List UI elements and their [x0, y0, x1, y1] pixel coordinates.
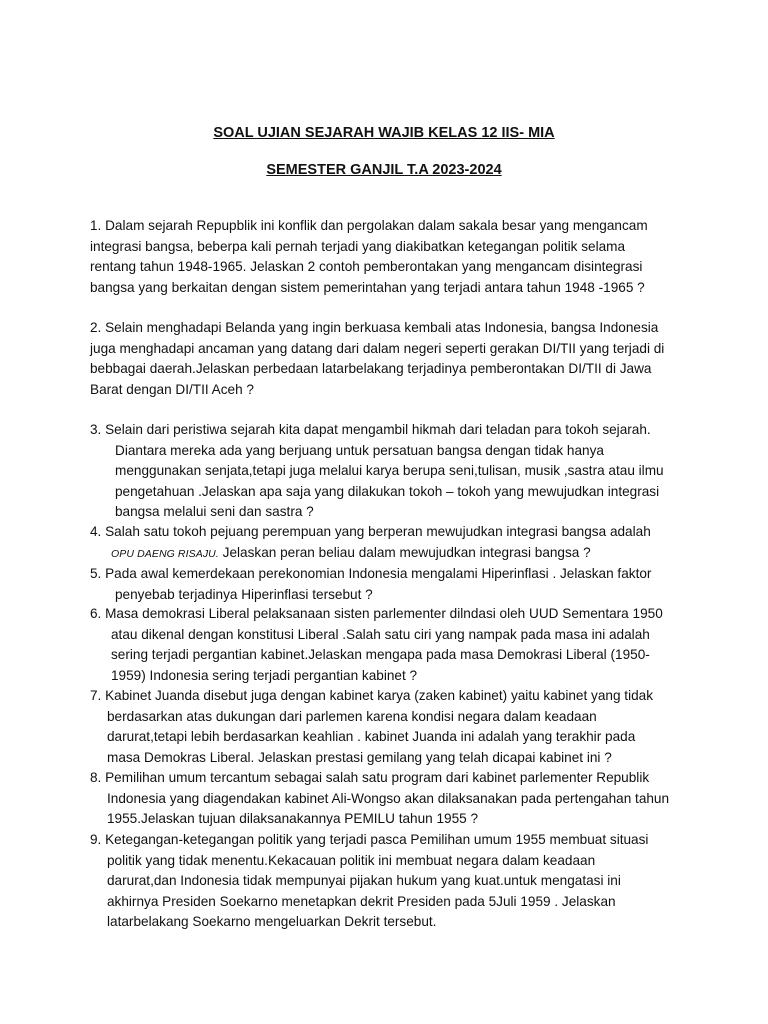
question-line: menggunakan senjata,tetapi juga melalui karya berupa seni,tulisan, musik ,sastra atau ilmu [115, 463, 664, 479]
question-line: Indonesia yang diagendakan kabinet Ali-Wongso akan dilaksanakan pada pertengahan tahun [107, 790, 670, 806]
question-line: 2. Selain menghadapi Belanda yang ingin berkuasa kembali atas Indonesia, bangsa Indonesia [90, 320, 659, 335]
question-line: integrasi bangsa, beberpa kali pernah terjadi yang diakibatkan ketegangan politik selama [90, 238, 626, 254]
question-line: 5. Pada awal kemerdekaan perekonomian Indonesia mengalami Hiperinflasi . Jelaskan faktor [90, 566, 652, 581]
question-line: 6. Masa demokrasi Liberal pelaksanaan sisten parlementer dilndasi oleh UUD Sementara 1950 [90, 606, 663, 621]
question-line: darurat,dan Indonesia tidak mempunyai pijakan hukum yang kuat.untuk mengatasi ini [107, 873, 621, 889]
question-line: latarbelakang Soekarno mengeluarkan Dekrit tersebut. [107, 914, 437, 930]
question-line: berdasarkan atas dukungan dari parlemen karena kondisi negara dalam keadaan [107, 708, 597, 724]
question-line [90, 543, 651, 565]
question-line: juga menghadapi ancaman yang datang dari dalam negeri seperti gerakan DI/TII yang terjadi di [90, 340, 665, 356]
question-line: 8. Pemilihan umum tercantum sebagai salah satu program dari kabinet parlementer Republik [90, 770, 650, 785]
question-6 [90, 604, 663, 686]
question-line: masa Demokras Liberal. Jelaskan prestasi gemilang yang telah dicapai kabinet ini ? [107, 749, 612, 765]
question-line: 1955.Jelaskan tujuan dilaksanakannya PEMILU tahun 1955 ? [107, 811, 479, 827]
question-line: 1. Dalam sejarah Repupblik ini konflik dan pergolakan dalam sakala besar yang mengancam [90, 218, 648, 233]
question-line: Diantara mereka ada yang berjuang untuk persatuan bangsa dengan tidak hanya [115, 442, 604, 458]
question-line: 1959) Indonesia sering terjadi pergantian kabinet ? [111, 667, 418, 683]
question-9 [90, 830, 648, 933]
question-line: darurat,tetapi lebih berdasarkan keahlian . kabinet Juanda ini adalah yang terakhir pada [107, 729, 636, 745]
question-line: politik yang tidak menentu.Kekacauan politik ini membuat negara dalam keadaan [107, 852, 596, 868]
question-line: 4. Salah satu tokoh pejuang perempuan yang berperan mewujudkan integrasi bangsa adalah [90, 524, 651, 539]
question-line: rentang tahun 1948-1965. Jelaskan 2 contoh pemberontakan yang mengancam disintegrasi [90, 259, 643, 275]
question-line: 3. Selain dari peristiwa sejarah kita dapat mengambil hikmah dari teladan para tokoh sejarah. [90, 422, 651, 437]
question-line: 9. Ketegangan-ketegangan politik yang terjadi pasca Pemilihan umum 1955 membuat situasi [90, 832, 649, 847]
figure-name: OPU DAENG RISAJU. [111, 547, 219, 560]
question-line-rest: Jelaskan peran beliau dalam mewujudkan integrasi bangsa ? [218, 544, 591, 560]
question-4 [90, 522, 651, 564]
question-line: bangsa melalui seni dan sastra ? [115, 504, 314, 520]
question-8 [90, 768, 669, 830]
question-7 [90, 686, 653, 768]
question-line: akhirnya Presiden Soekarno menetapkan dekrit Presiden pada 5Juli 1959 . Jelaskan [107, 893, 616, 909]
question-2 [90, 318, 664, 400]
question-line: 7. Kabinet Juanda disebut juga dengan kabinet karya (zaken kabinet) yaitu kabinet yang tidak [90, 688, 654, 703]
question-5 [90, 564, 651, 605]
exam-subtitle: SEMESTER GANJIL T.A 2023-2024 [266, 162, 502, 178]
exam-title: SOAL UJIAN SEJARAH WAJIB KELAS 12 IIS- MIA [213, 125, 555, 141]
question-line: penyebab terjadinya Hiperinflasi tersebut ? [115, 586, 373, 602]
question-line: Barat dengan DI/TII Aceh ? [90, 381, 254, 397]
question-line: pengetahuan .Jelaskan apa saja yang dilakukan tokoh – tokoh yang mewujudkan integrasi [115, 483, 660, 499]
question-line: bangsa yang berkaitan dengan sistem pemerintahan yang terjadi antara tahun 1948 -1965 ? [90, 279, 645, 295]
question-3 [90, 420, 664, 523]
question-line: sering terjadi pergantian kabinet.Jelaskan mengapa pada masa Demokrasi Liberal (1950- [111, 647, 650, 663]
question-line: bebbagai daerah.Jelaskan perbedaan latarbelakang terjadinya pemberontakan DI/TII di Jawa [90, 361, 652, 377]
question-1 [90, 216, 648, 298]
question-line: atau dikenal dengan konstitusi Liberal .Salah satu ciri yang nampak pada masa ini adalah [111, 626, 650, 642]
